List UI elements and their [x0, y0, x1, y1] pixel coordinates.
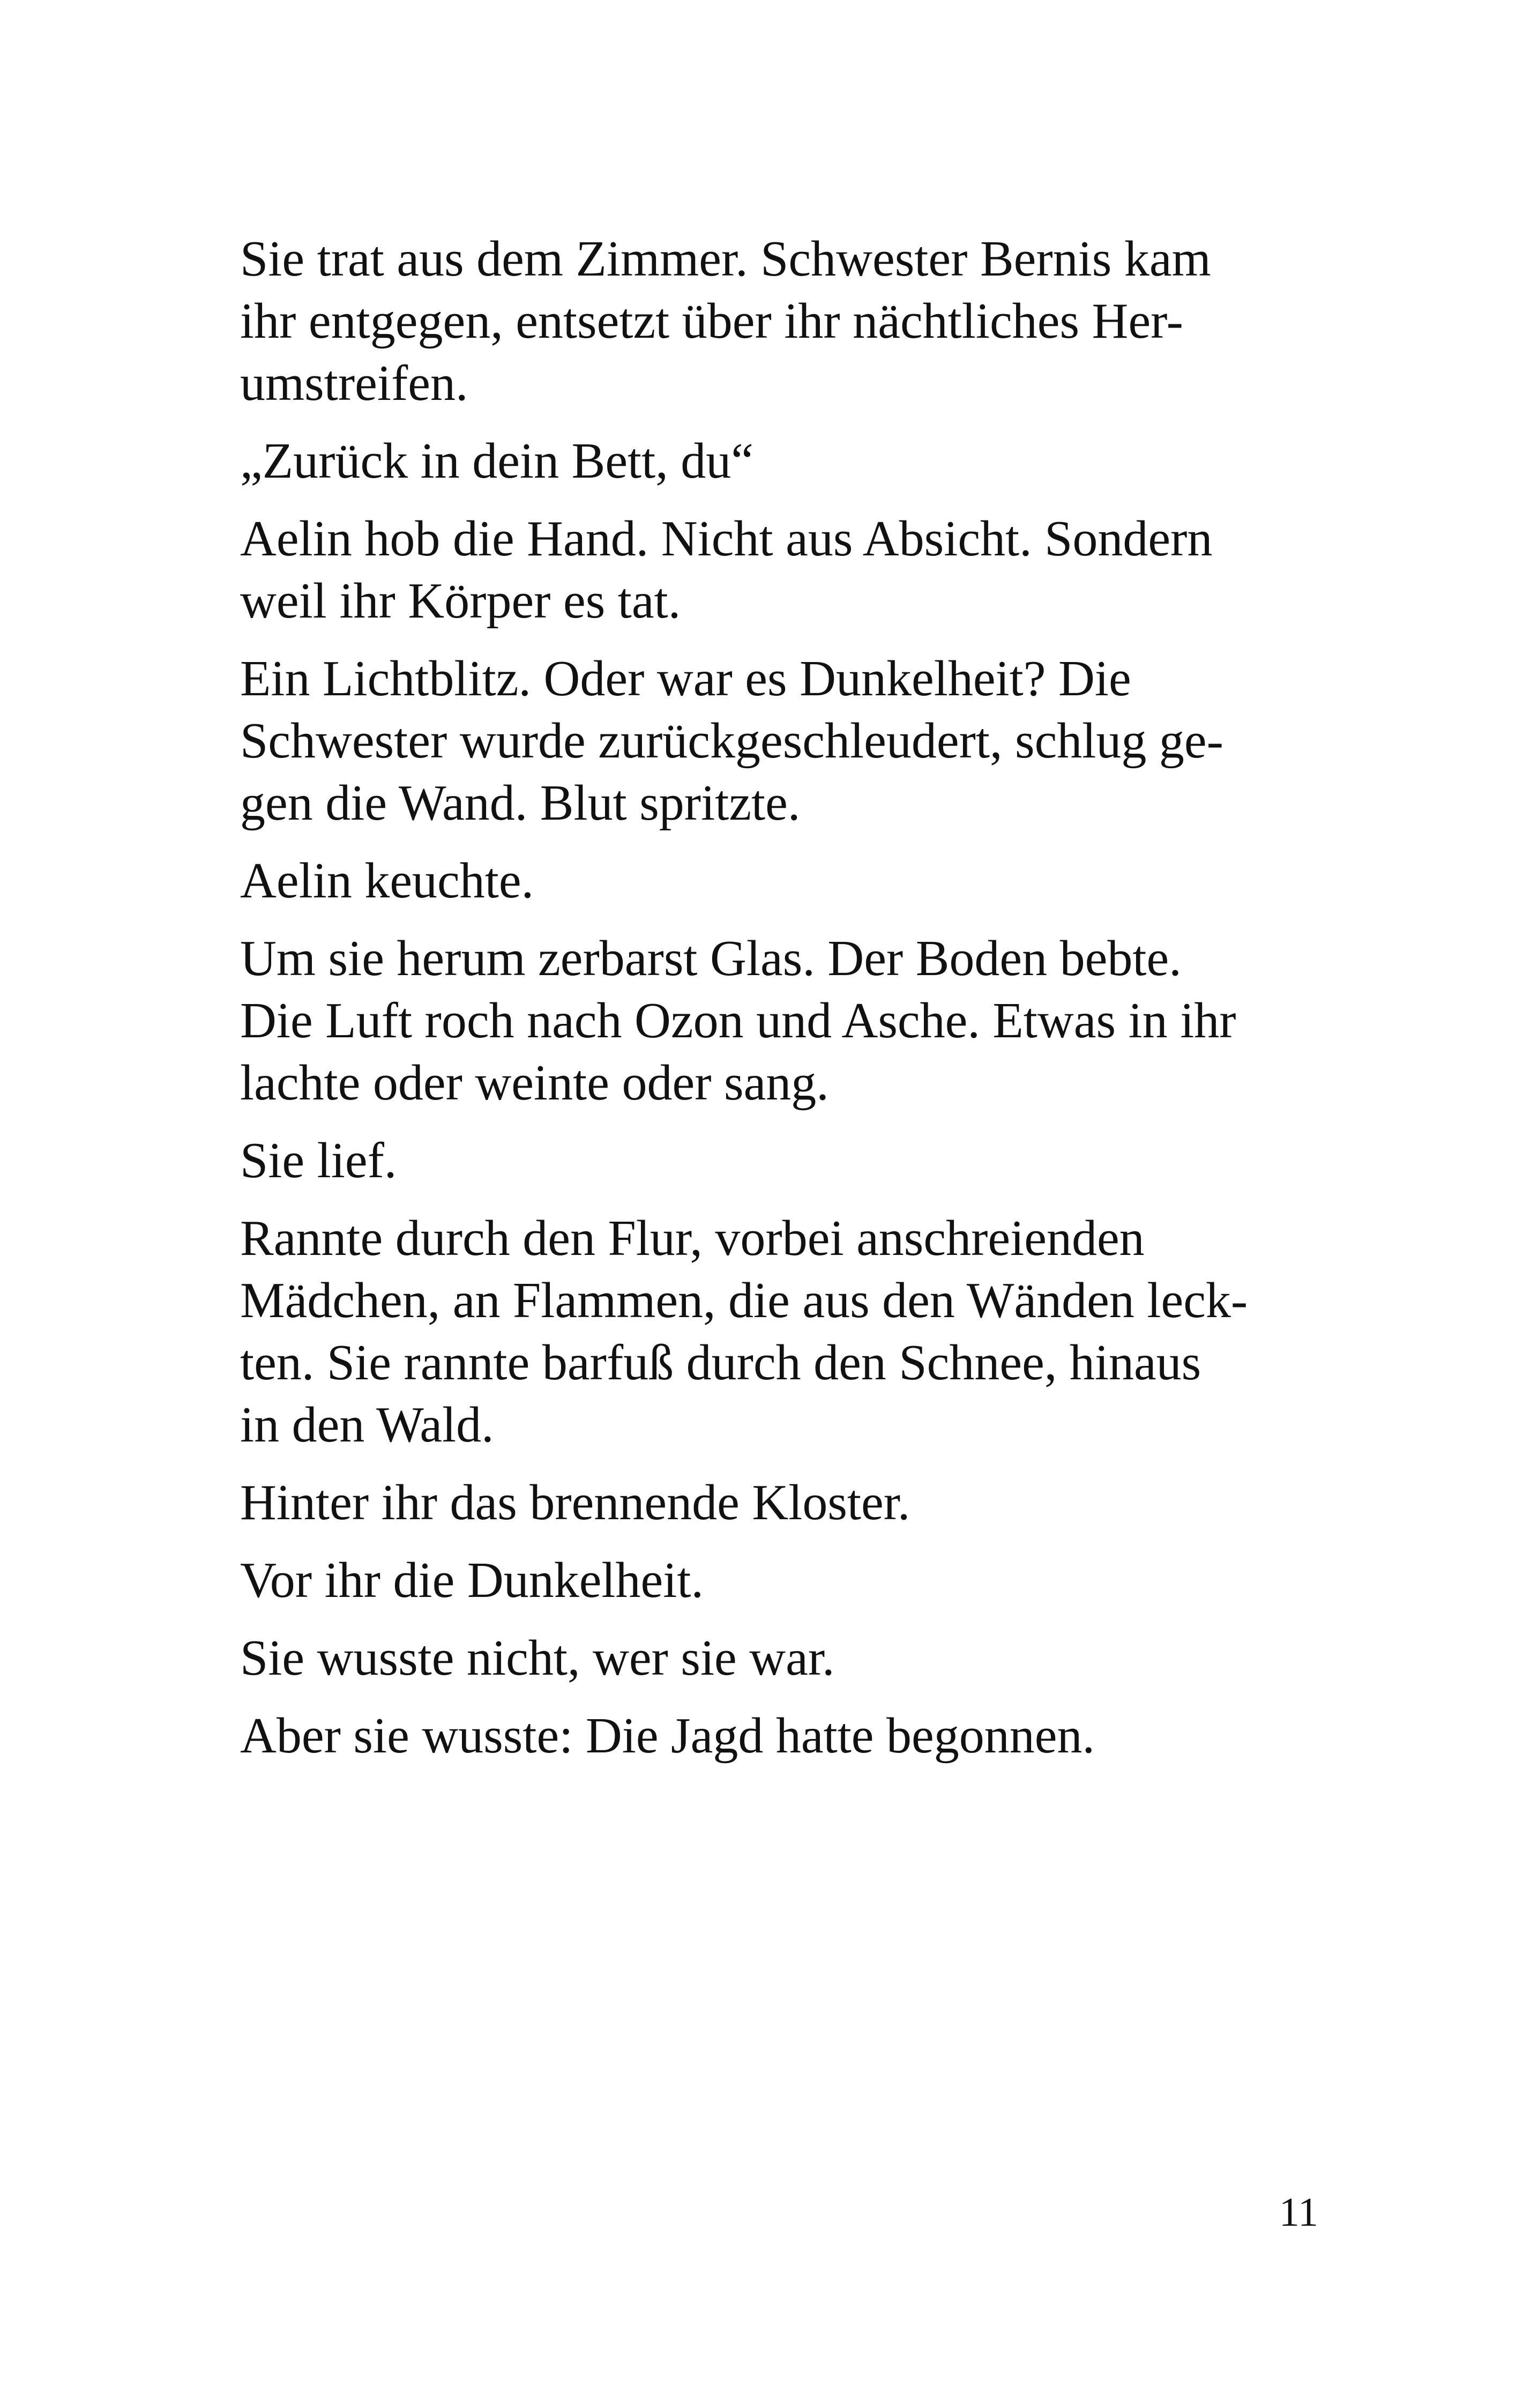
text-line: Aelin hob die Hand. Nicht aus Absicht. Sondern — [240, 511, 1213, 567]
paragraph — [240, 927, 1328, 1114]
paragraph — [240, 1627, 1328, 1689]
text-line: Sie trat aus dem Zimmer. Schwester Bernis kam — [240, 231, 1211, 287]
text-line: gen die Wand. Blut spritzte. — [240, 775, 801, 831]
paragraph — [240, 430, 1328, 492]
paragraph — [240, 1705, 1328, 1767]
paragraph — [240, 228, 1328, 414]
paragraph — [240, 648, 1328, 834]
text-line: „Zurück in dein Bett, du“ — [240, 433, 753, 489]
text-line: Schwester wurde zurückgeschleudert, schlug ge- — [240, 713, 1223, 769]
text-line: umstreifen. — [240, 355, 468, 411]
text-line: Sie wusste nicht, wer sie war. — [240, 1630, 835, 1686]
text-line: Die Luft roch nach Ozon und Asche. Etwas in ihr — [240, 993, 1236, 1049]
text-line: Mädchen, an Flammen, die aus den Wänden leck- — [240, 1273, 1248, 1328]
text-line: Rannte durch den Flur, vorbei anschreienden — [240, 1210, 1145, 1266]
text-line: Vor ihr die Dunkelheit. — [240, 1552, 704, 1608]
text-line: Aelin keuchte. — [240, 853, 534, 909]
text-line: lachte oder weinte oder sang. — [240, 1055, 829, 1111]
text-line: Aber sie wusste: Die Jagd hatte begonnen. — [240, 1708, 1095, 1764]
paragraph — [240, 1549, 1328, 1611]
text-line: Um sie herum zerbarst Glas. Der Boden bebte. — [240, 931, 1182, 986]
text-line: in den Wald. — [240, 1397, 494, 1453]
text-line: Sie lief. — [240, 1133, 397, 1188]
paragraph — [240, 1207, 1328, 1456]
paragraph — [240, 1129, 1328, 1192]
paragraph — [240, 850, 1328, 912]
text-line: ihr entgegen, entsetzt über ihr nächtliches Her- — [240, 293, 1183, 349]
text-line: ten. Sie rannte barfuß durch den Schnee, hinaus — [240, 1335, 1201, 1391]
page-number: 11 — [1279, 2190, 1318, 2235]
text-line: Ein Lichtblitz. Oder war es Dunkelheit? Die — [240, 651, 1131, 707]
paragraph — [240, 508, 1328, 632]
text-line: Hinter ihr das brennende Kloster. — [240, 1475, 910, 1530]
body-text — [240, 228, 1328, 1782]
text-line: weil ihr Körper es tat. — [240, 573, 681, 629]
paragraph — [240, 1471, 1328, 1534]
